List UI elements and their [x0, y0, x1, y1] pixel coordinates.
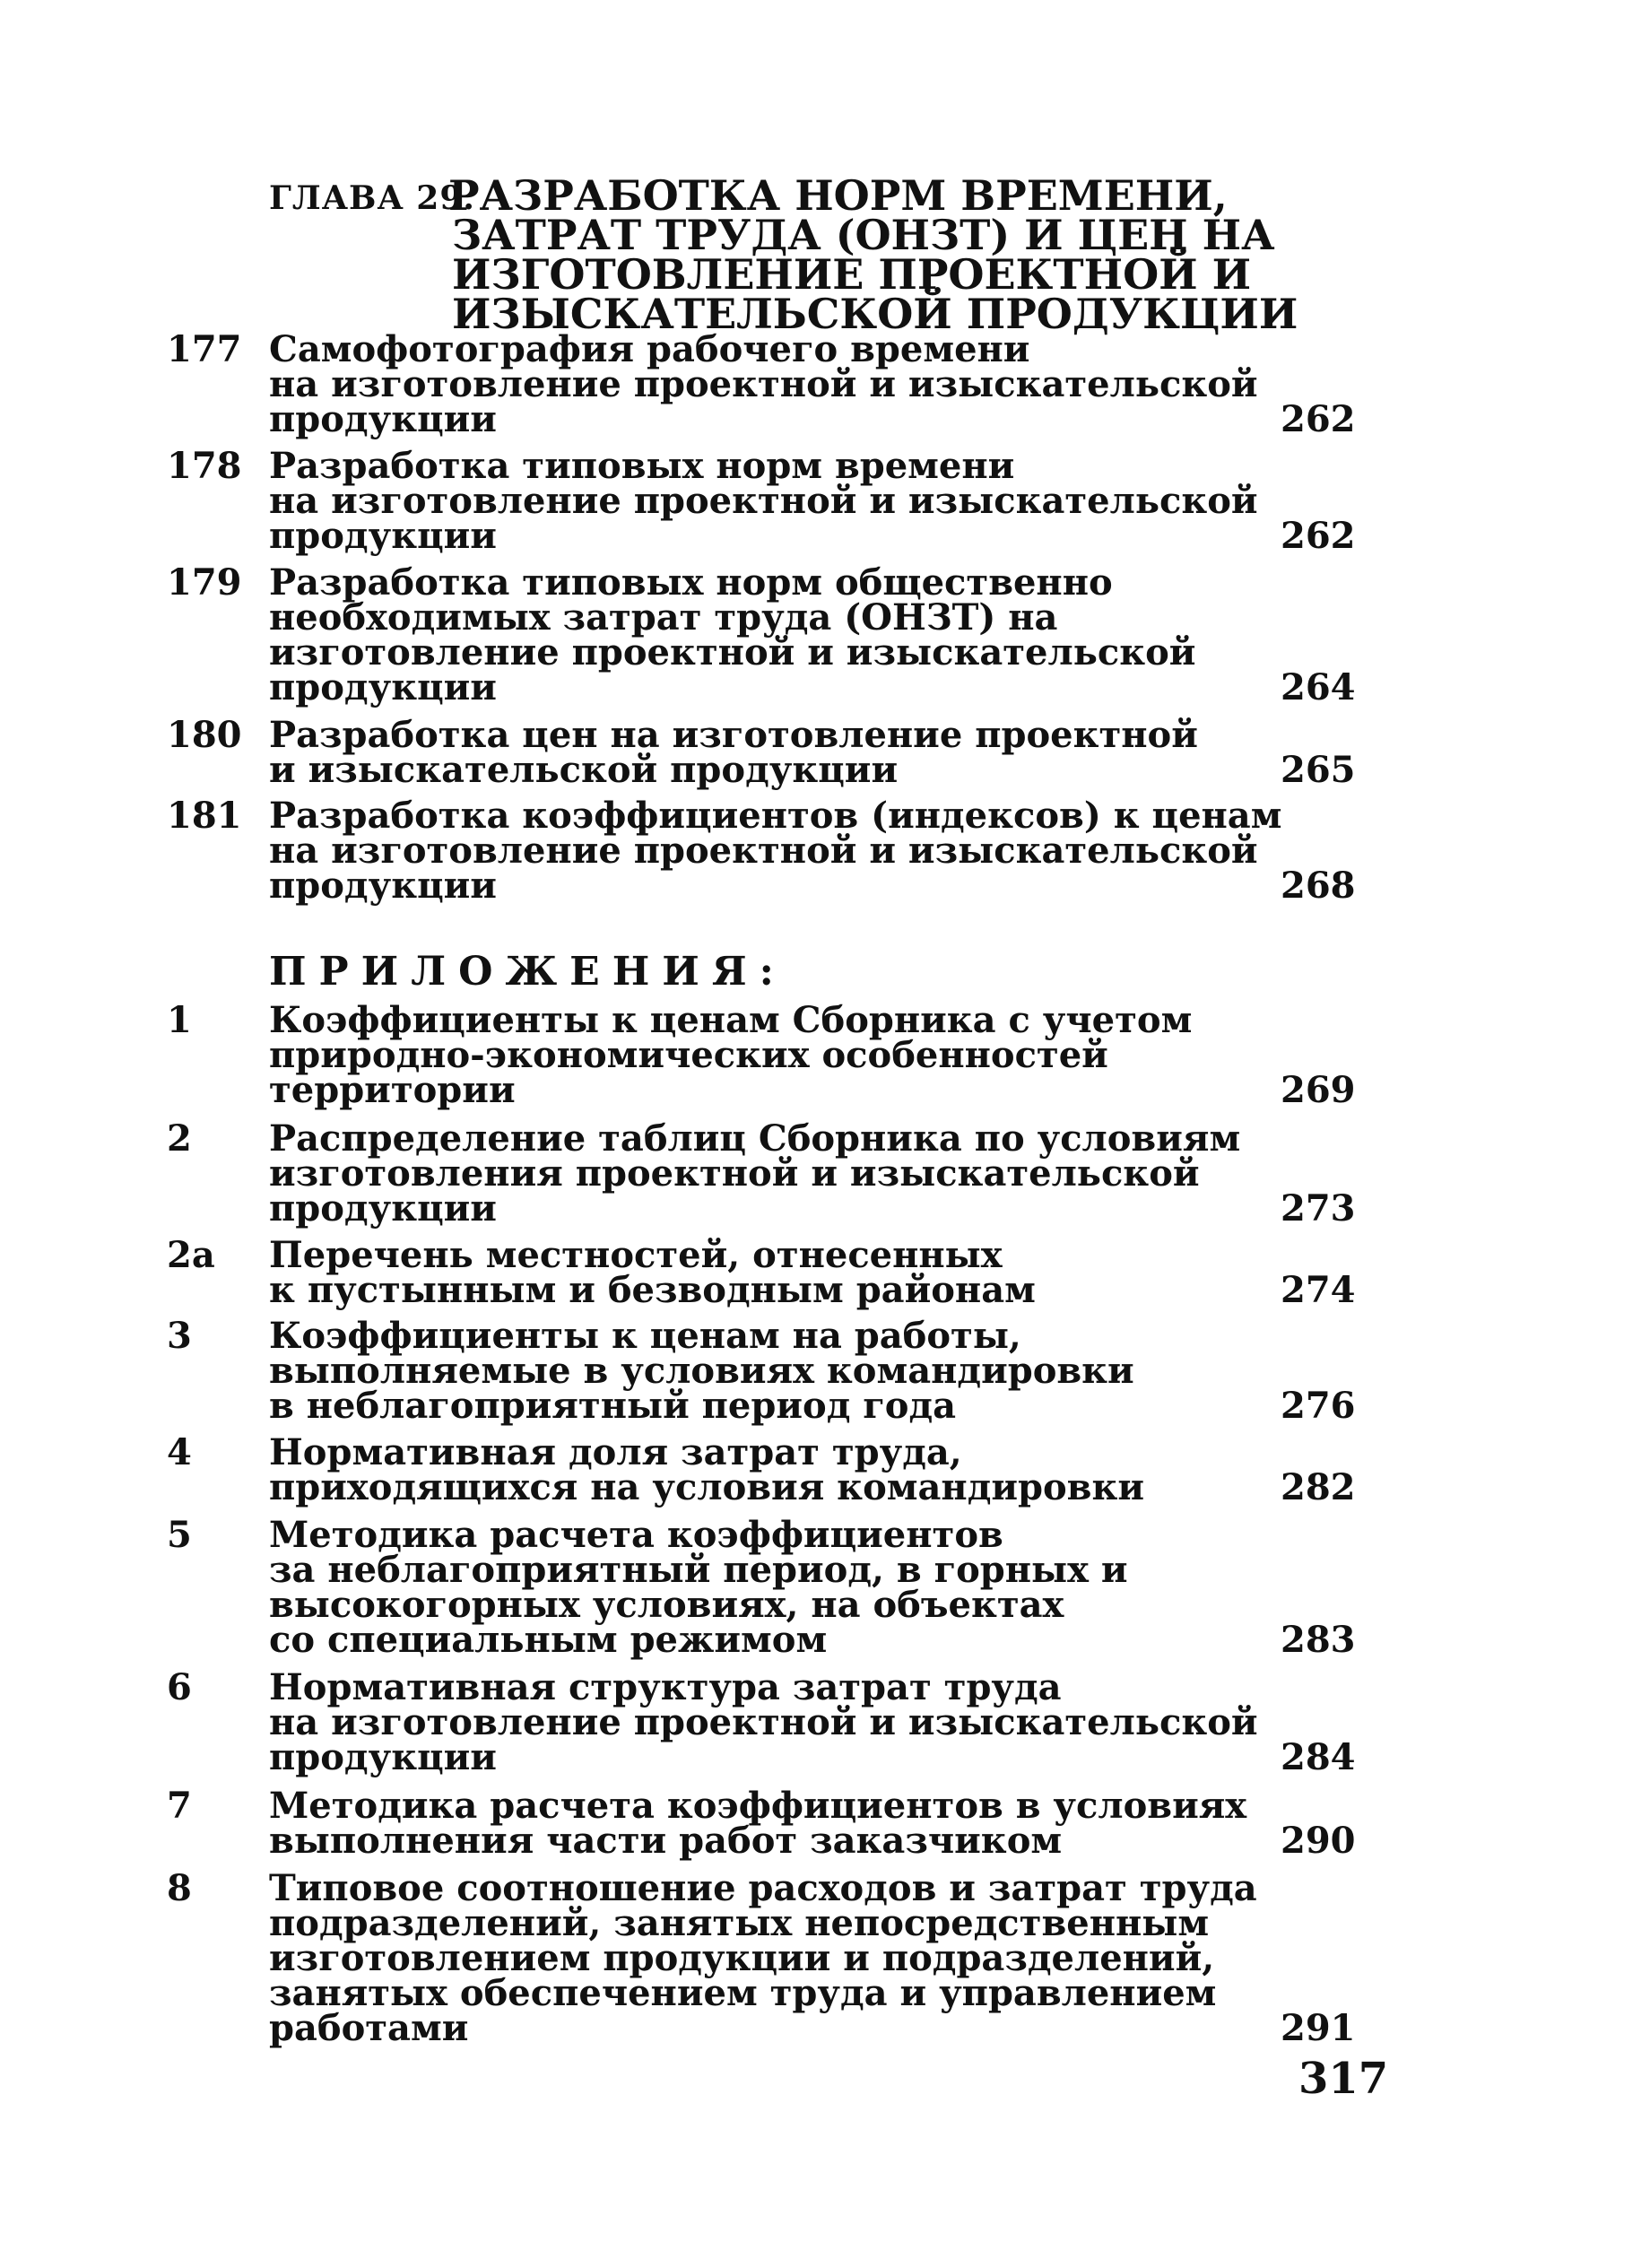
entry-line: на изготовление проектной и изыскательской [269, 480, 1258, 522]
entry-page-number: 265 [1281, 749, 1356, 791]
entry-line: Методика расчета коэффициентов в условиях [269, 1785, 1247, 1827]
entry-line: изготовлением продукции и подразделений, [269, 1937, 1215, 1979]
entry-line: и изыскательской продукции [269, 749, 899, 791]
entry-page-number: 282 [1281, 1466, 1356, 1508]
entry-line: Разработка типовых норм общественно [269, 561, 1113, 604]
entry-page-number: 274 [1281, 1269, 1356, 1311]
entry-number: 7 [167, 1785, 192, 1827]
entry-line: Перечень местностей, отнесенных [269, 1234, 1003, 1276]
page-folio: 317 [1298, 2054, 1389, 2104]
entry-title [269, 999, 1193, 1111]
entry-line: в неблагоприятный период года [269, 1385, 957, 1427]
entry-number: 3 [167, 1315, 192, 1357]
entry-page-number: 276 [1281, 1385, 1356, 1427]
entry-line: продукции [269, 865, 497, 907]
entry-line: Самофотография рабочего времени [269, 328, 1030, 370]
entry-line: продукции [269, 398, 497, 440]
entry-line: на изготовление проектной и изыскательской [269, 1701, 1258, 1743]
entry-page-number: 262 [1281, 515, 1356, 557]
entry-page-number: 268 [1281, 865, 1356, 907]
entry-page-number: 283 [1281, 1619, 1356, 1661]
entry-number: 8 [167, 1867, 192, 1909]
entry-title [269, 1315, 1134, 1427]
entry-title [269, 1431, 1145, 1508]
entry-title [269, 1785, 1247, 1862]
entry-page-number: 269 [1281, 1069, 1356, 1111]
chapter-title-line: РАЗРАБОТКА НОРМ ВРЕМЕНИ, [448, 171, 1228, 220]
entry-title [269, 445, 1258, 557]
entry-line: изготовление проектной и изыскательской [269, 631, 1196, 673]
entry-number: 1 [167, 999, 192, 1041]
entry-number: 2а [167, 1234, 215, 1276]
entry-page-number: 291 [1281, 2007, 1356, 2049]
entry-title [269, 561, 1196, 708]
entry-line: Нормативная доля затрат труда, [269, 1431, 962, 1473]
entry-number: 180 [167, 714, 242, 756]
entry-line: природно-экономических особенностей [269, 1034, 1108, 1076]
entry-line: продукции [269, 515, 497, 557]
entry-title [269, 1666, 1258, 1778]
entry-line: Разработка цен на изготовление проектной [269, 714, 1198, 756]
entry-line: Разработка коэффициентов (индексов) к ценам [269, 795, 1282, 837]
entry-line: работами [269, 2007, 469, 2049]
entry-title [269, 795, 1282, 907]
entry-number: 178 [167, 445, 242, 487]
entry-line: Типовое соотношение расходов и затрат труда [269, 1867, 1257, 1909]
entry-page-number: 273 [1281, 1187, 1356, 1230]
entry-line: высокогорных условиях, на объектах [269, 1584, 1064, 1626]
entry-line: на изготовление проектной и изыскательской [269, 363, 1258, 405]
entry-line: Разработка типовых норм времени [269, 445, 1015, 487]
chapter-title [448, 171, 1298, 338]
entry-line: необходимых затрат труда (ОНЗТ) на [269, 596, 1058, 639]
chapter-title-line: ИЗЫСКАТЕЛЬСКОЙ ПРОДУКЦИИ [452, 290, 1298, 338]
entry-line: приходящихся на условия командировки [269, 1466, 1145, 1508]
chapter-prefix: ГЛАВА 29. [269, 179, 475, 217]
entry-number: 4 [167, 1431, 192, 1473]
entry-line: занятых обеспечением труда и управлением [269, 1972, 1217, 2014]
entry-line: Методика расчета коэффициентов [269, 1514, 1003, 1556]
entry-page-number: 262 [1281, 398, 1356, 440]
entry-line: Коэффициенты к ценам на работы, [269, 1315, 1021, 1357]
entry-line: территории [269, 1069, 516, 1111]
entry-line: изготовления проектной и изыскательской [269, 1152, 1200, 1195]
entry-line: выполнения части работ заказчиком [269, 1820, 1063, 1862]
entry-page-number: 284 [1281, 1736, 1356, 1778]
entry-title [269, 1514, 1128, 1661]
entry-title [269, 1867, 1257, 2049]
entry-line: за неблагоприятный период, в горных и [269, 1549, 1128, 1591]
chapter-title-line: ИЗГОТОВЛЕНИЕ ПРОЕКТНОЙ И [452, 250, 1252, 299]
entry-line: продукции [269, 1187, 497, 1230]
entry-number: 177 [167, 328, 242, 370]
entry-line: продукции [269, 1736, 497, 1778]
entry-line: продукции [269, 666, 497, 708]
entry-number: 5 [167, 1514, 192, 1556]
entry-number: 179 [167, 561, 242, 604]
entry-number: 2 [167, 1117, 192, 1160]
entry-title [269, 714, 1198, 791]
entry-line: на изготовление проектной и изыскательской [269, 830, 1258, 872]
entry-title [269, 1117, 1241, 1230]
entry-title [269, 328, 1258, 440]
entry-title [269, 1234, 1036, 1311]
entry-line: Коэффициенты к ценам Сборника с учетом [269, 999, 1193, 1041]
entry-line: к пустынным и безводным районам [269, 1269, 1036, 1311]
entry-number: 6 [167, 1666, 192, 1708]
entry-line: Распределение таблиц Сборника по условиям [269, 1117, 1241, 1160]
chapter-title-line: ЗАТРАТ ТРУДА (ОНЗТ) И ЦЕН НА [452, 211, 1275, 259]
entry-page-number: 264 [1281, 666, 1356, 708]
appendix-heading: ПРИЛОЖЕНИЯ: [269, 949, 786, 995]
entry-line: подразделений, занятых непосредственным [269, 1902, 1210, 1944]
entry-line: Нормативная структура затрат труда [269, 1666, 1062, 1708]
entry-page-number: 290 [1281, 1820, 1356, 1862]
entry-line: выполняемые в условиях командировки [269, 1350, 1134, 1392]
entry-line: со специальным режимом [269, 1619, 828, 1661]
entry-number: 181 [167, 795, 242, 837]
